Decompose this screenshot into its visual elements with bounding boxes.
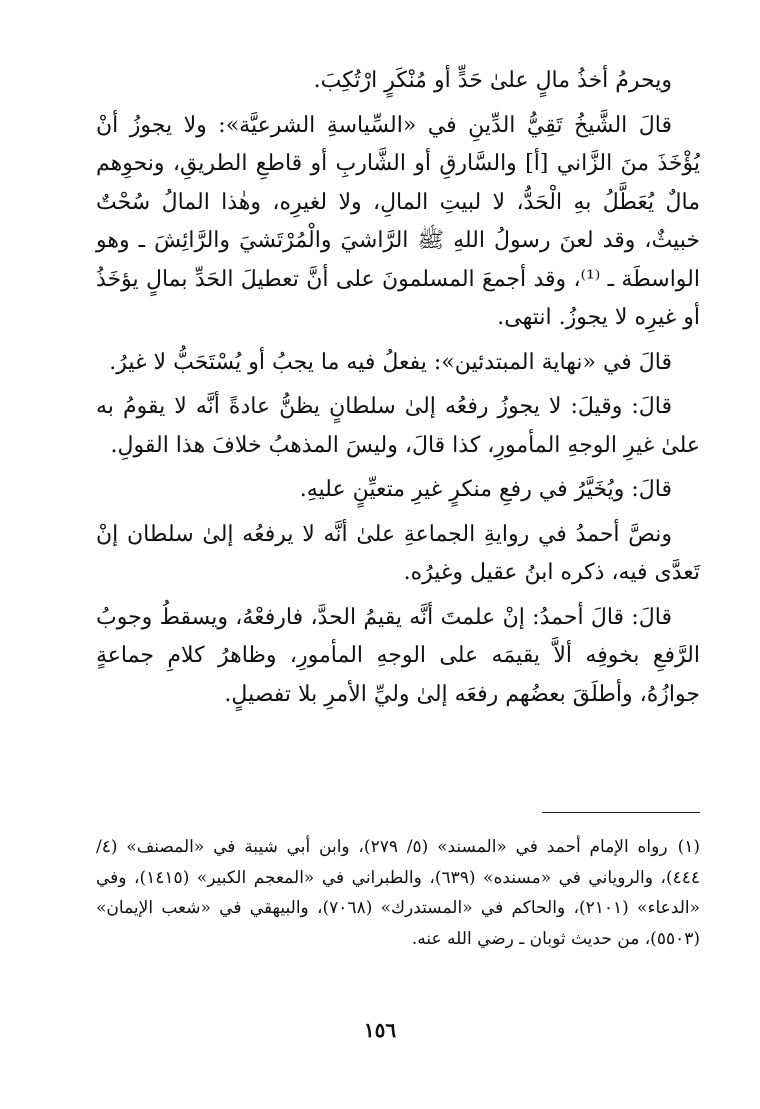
paragraph: قالَ: وقيلَ: لا يجوزُ رفعُه إلىٰ سلطانٍ يظنُّ عادةً أنَّه لا يقومُ به علىٰ غيرِ الوجهِ المأمورِ، كذا قالَ، وليسَ المذهبُ خلافَ هذا القولِ.	[96, 394, 700, 458]
main-text	[96, 62, 700, 720]
footnote-number: (١)	[677, 837, 700, 857]
paragraph: ونصَّ أحمدُ في روايةِ الجماعةِ علىٰ أنَّه لا يرفعُه إلىٰ سلطان إنْ تَعدَّى فيه، ذكره ابنُ عقيل وغيرُه.	[96, 521, 700, 585]
paragraph: قالَ في «نهاية المبتدئين»: يفعلُ فيه ما يجبُ أو يُسْتَحَبُّ لا غيرُ.	[109, 349, 672, 375]
paragraph: قالَ الشَّيخُ تَقِيُّ الدِّينِ في «السِّياسةِ الشرعيَّة»: ولا يجوزُ أنْ يُؤْخَذَ منَ الزَّاني [أ] والسَّارقِ أو الشَّاربِ أو قاطعِ الطريقِ، ونحوِهم مالٌ يُعَطَّلُ بهِ الْحَدُّ، لا لبيتِ المالِ، ولا لغيرِه، وهٰذا المالُ سُحْتٌ خبيثٌ، وقد لعنَ رسولُ اللهِ ﷺ الرَّاشيَ والْمُرْتَشيَ والرَّائِشَ ـ وهو الواسطَة ـ ⁽¹⁾، وقد أجمعَ المسلمونَ على أنَّ تعطيلَ الحَدِّ بمالٍ يؤخَذُ أو غيرِه لا يجوزُ. انتهى.	[96, 112, 700, 330]
paragraph: قالَ: ويُخَيَّرُ في رفعِ منكرٍ غيرِ متعيِّنٍ عليهِ.	[299, 477, 672, 502]
footnote-text: رواه الإمام أحمد في «المسند» (٥/ ٢٧٩)، وابن أبي شيبة في «المصنف» (٤/ ٤٤٤)، والروياني في «مسنده» (٦٣٩)، والطبراني في «المعجم الكبير» (١٤١٥)، وفي «الدعاء» (٢١٠١)، والحاكم في «المستدرك» (٧٠٦٨)، والبيهقي في «شعب الإيمان» (٥٥٠٣)، من حديث ثوبان ـ رضي الله عنه.	[96, 837, 701, 949]
paragraph: قالَ: قالَ أحمدُ: إنْ علمتَ أنَّه يقيمُ الحدَّ، فارفعْهُ، ويسقطُ وجوبُ الرَّفعِ بخوفِه ألاَّ يقيمَه على الوجهِ المأمورِ، وظاهرُ كلامِ جماعةٍ جوازُهُ، وأطلَقَ بعضُهم رفعَه إلىٰ وليِّ الأمرِ بلا تفصيلٍ.	[96, 604, 700, 707]
page-number: ١٥٦	[363, 1018, 397, 1042]
paragraph: ويحرمُ أخذُ مالٍ علىٰ حَدٍّ أو مُنْكَرٍ ارْتُكِبَ.	[313, 68, 672, 93]
footnotes	[96, 832, 700, 954]
footnote-divider	[542, 812, 700, 813]
